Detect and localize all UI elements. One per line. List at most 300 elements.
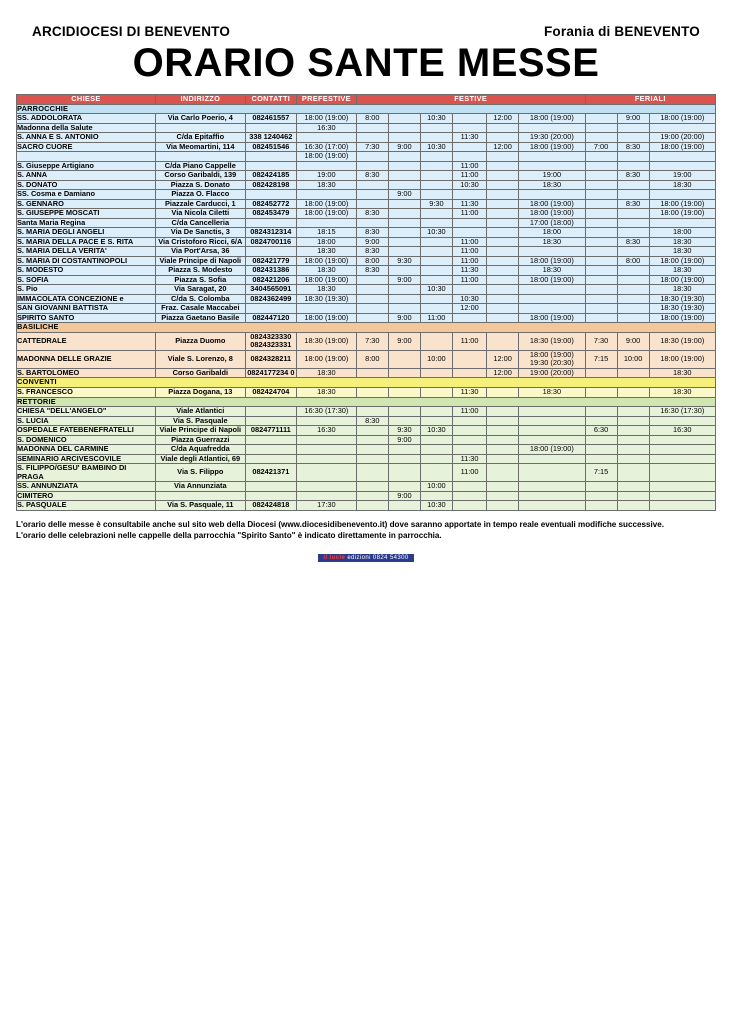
table-row [17,387,716,397]
mass-time-d1 [585,256,617,266]
mass-time-d2 [617,218,649,228]
mass-time-f5 [487,161,519,171]
mass-time-f4: 11:00 [452,332,486,350]
church-address: Via Port'Arsa, 36 [155,247,245,257]
church-address: Piazza S. Donato [155,180,245,190]
mass-time-f6 [519,464,585,482]
mass-time-f2: 9:00 [388,435,420,445]
church-name: S. FILIPPO/GESU' BAMBINO DI PRAGA [17,464,156,482]
church-address: Via S. Pasquale, 11 [155,501,245,511]
table-row [17,209,716,219]
mass-time-d3: 18:30 [649,285,715,295]
mass-time-d1 [585,285,617,295]
church-name: CHIESA "DELL'ANGELO" [17,407,156,417]
mass-time-f3 [420,387,452,397]
church-contact: 338 1240462 [245,133,296,143]
mass-time-f5 [487,464,519,482]
section-header-row [17,323,716,333]
mass-time-f6: 18:00 (19:00) [519,209,585,219]
mass-time-f2: 9:00 [388,491,420,501]
church-name: S. BARTOLOMEO [17,368,156,378]
mass-time-f1 [356,180,388,190]
mass-time-f1: 8:00 [356,350,388,368]
mass-time-f2 [388,161,420,171]
col-feriali: FERIALI [585,95,716,105]
mass-time-f2 [388,228,420,238]
mass-time-d3: 18:00 [649,228,715,238]
mass-time-d2 [617,445,649,455]
mass-time-f1 [356,275,388,285]
mass-time-f3: 10:30 [420,114,452,124]
mass-time-pre: 18:00 (19:00) [296,313,356,323]
church-contact: 082428198 [245,180,296,190]
mass-time-f4: 11:00 [452,171,486,181]
mass-time-f3 [420,454,452,464]
mass-time-d3: 18:30 (19:00) [649,332,715,350]
mass-time-f2 [388,266,420,276]
church-contact: 082424818 [245,501,296,511]
mass-time-f5 [487,190,519,200]
mass-time-f4: 11:00 [452,407,486,417]
mass-time-f4: 11:30 [452,266,486,276]
church-contact: 0824362499 [245,294,296,304]
church-address: Piazza O. Flacco [155,190,245,200]
mass-time-f6 [519,152,585,162]
mass-time-f4: 11:00 [452,256,486,266]
church-address: Via Annunziata [155,482,245,492]
mass-time-f3 [420,435,452,445]
church-name: SS. ADDOLORATA [17,114,156,124]
mass-time-f3 [420,266,452,276]
mass-time-f5 [487,491,519,501]
mass-time-f1 [356,152,388,162]
mass-time-d2 [617,152,649,162]
mass-time-f2 [388,218,420,228]
mass-time-f5 [487,304,519,314]
mass-time-d2 [617,435,649,445]
mass-time-pre [296,435,356,445]
church-contact: 082421779 [245,256,296,266]
mass-time-pre: 18:00 (19:00) [296,209,356,219]
mass-time-f6 [519,407,585,417]
mass-time-pre [296,190,356,200]
table-row [17,190,716,200]
mass-time-d1: 7:30 [585,332,617,350]
mass-time-f6 [519,426,585,436]
mass-time-pre: 18:00 (19:00) [296,256,356,266]
church-contact [245,190,296,200]
church-contact [245,445,296,455]
mass-time-pre: 18:00 (19:00) [296,114,356,124]
church-address: Via Carlo Poerio, 4 [155,114,245,124]
mass-time-d2 [617,313,649,323]
mass-time-d1 [585,209,617,219]
mass-time-f5 [487,171,519,181]
mass-time-d1: 7:15 [585,464,617,482]
church-name: S. MARIA DELLA PACE E S. RITA [17,237,156,247]
mass-time-f2 [388,133,420,143]
mass-time-f3: 9:30 [420,199,452,209]
mass-time-pre: 18:00 (19:00) [296,199,356,209]
mass-time-d2 [617,482,649,492]
footnote-line-2: L'orario delle celebrazioni nelle cappelle della parrocchia "Spirito Santo" è indicato direttamente in parrocchia. [16,531,442,541]
table-row [17,313,716,323]
mass-time-f4 [452,313,486,323]
church-address: Piazza Dogana, 13 [155,387,245,397]
mass-time-f5 [487,416,519,426]
church-name: S. FRANCESCO [17,387,156,397]
church-address: Fraz. Casale Maccabei [155,304,245,314]
mass-time-f2 [388,387,420,397]
mass-time-d3: 18:30 [649,237,715,247]
mass-time-f2: 9:30 [388,426,420,436]
document-header [16,14,716,39]
mass-time-f4: 12:00 [452,304,486,314]
mass-time-d3: 18:30 [649,180,715,190]
mass-time-f1 [356,501,388,511]
mass-time-f1 [356,285,388,295]
mass-time-f3 [420,368,452,378]
mass-time-f1 [356,482,388,492]
mass-time-f4 [452,285,486,295]
mass-time-pre: 18:30 [296,180,356,190]
mass-time-f1: 9:00 [356,237,388,247]
church-name: S. MODESTO [17,266,156,276]
mass-time-d2 [617,266,649,276]
church-name: S. ANNA E S. ANTONIO [17,133,156,143]
mass-time-f4: 11:00 [452,209,486,219]
mass-time-f1: 8:30 [356,247,388,257]
mass-time-d2 [617,285,649,295]
mass-time-f2 [388,247,420,257]
mass-time-d2 [617,491,649,501]
church-address: Via Nicola Ciletti [155,209,245,219]
section-header-row [17,397,716,407]
church-address: Via S. Pasquale [155,416,245,426]
mass-time-d3: 18:00 (19:00) [649,256,715,266]
table-row [17,304,716,314]
mass-time-f5 [487,228,519,238]
mass-time-f1: 8:00 [356,256,388,266]
mass-time-f3 [420,237,452,247]
mass-time-d1 [585,228,617,238]
mass-time-f5: 12:00 [487,142,519,152]
mass-time-d2 [617,180,649,190]
mass-time-pre: 18:00 (19:00) [296,275,356,285]
church-name: Santa Maria Regina [17,218,156,228]
mass-time-f6: 18:00 (19:00) [519,199,585,209]
mass-time-f5 [487,256,519,266]
mass-time-f1 [356,445,388,455]
mass-time-f1 [356,294,388,304]
section-header-row [17,378,716,388]
table-header-row [17,95,716,105]
mass-time-d3 [649,482,715,492]
mass-time-f2 [388,209,420,219]
mass-time-f5 [487,387,519,397]
church-name: SS. ANNUNZIATA [17,482,156,492]
church-contact: 0824312314 [245,228,296,238]
mass-time-f6: 18:00 (19:00) [519,114,585,124]
church-contact: 0824328211 [245,350,296,368]
mass-time-f6: 17:00 (18:00) [519,218,585,228]
church-address: Viale degli Atlantici, 69 [155,454,245,464]
church-contact: 082451546 [245,142,296,152]
church-contact [245,435,296,445]
mass-time-f4: 11:30 [452,133,486,143]
church-name: Madonna della Salute [17,123,156,133]
mass-time-f1 [356,123,388,133]
mass-time-d3: 16:30 (17:30) [649,407,715,417]
mass-time-d3: 19:00 (20:00) [649,133,715,143]
mass-time-f6: 18:30 [519,266,585,276]
mass-time-f1: 8:30 [356,266,388,276]
church-name: SAN GIOVANNI BATTISTA [17,304,156,314]
mass-time-f2 [388,454,420,464]
mass-time-d2 [617,247,649,257]
church-contact [245,454,296,464]
church-name: S. DOMENICO [17,435,156,445]
mass-time-f6: 18:30 [519,237,585,247]
mass-time-f3 [420,407,452,417]
mass-time-f5 [487,199,519,209]
mass-time-f2 [388,171,420,181]
mass-time-d3: 18:30 [649,368,715,378]
church-address: Piazza S. Modesto [155,266,245,276]
mass-time-f2 [388,285,420,295]
mass-time-f6: 18:30 [519,387,585,397]
mass-time-d3: 18:30 (19:30) [649,304,715,314]
mass-time-f2 [388,482,420,492]
mass-time-d1 [585,247,617,257]
mass-time-d2 [617,123,649,133]
mass-time-pre: 18:30 [296,247,356,257]
mass-time-f1 [356,426,388,436]
mass-time-d2 [617,464,649,482]
mass-time-f3: 10:30 [420,426,452,436]
mass-time-f3 [420,123,452,133]
church-address [155,152,245,162]
mass-time-f6 [519,491,585,501]
church-name: S. PASQUALE [17,501,156,511]
table-row [17,266,716,276]
mass-time-pre: 17:30 [296,501,356,511]
mass-time-d3 [649,190,715,200]
mass-time-f5 [487,133,519,143]
mass-time-d3 [649,454,715,464]
table-row [17,435,716,445]
church-contact: 0824177234 0 [247,367,295,377]
mass-time-f4 [452,501,486,511]
mass-time-f4: 11:00 [452,247,486,257]
mass-time-d2 [617,454,649,464]
mass-time-pre [296,482,356,492]
mass-time-f3 [420,332,452,350]
mass-time-d2: 9:00 [617,332,649,350]
mass-time-f4 [452,190,486,200]
mass-time-f2: 9:00 [388,313,420,323]
mass-time-pre: 18:00 [296,237,356,247]
mass-time-f5 [487,426,519,436]
mass-time-d1 [585,501,617,511]
mass-time-f1 [356,313,388,323]
mass-time-f3 [420,445,452,455]
mass-time-f6 [519,416,585,426]
church-name: MADONNA DELLE GRAZIE [17,350,156,368]
mass-time-pre: 18:30 (19:00) [296,332,356,350]
mass-time-f4 [452,218,486,228]
mass-time-f2 [388,304,420,314]
mass-time-pre: 18:00 (19:00) [296,152,356,162]
table-row [17,332,716,350]
section-label: PARROCCHIE [17,104,716,114]
mass-time-d2: 10:00 [617,350,649,368]
mass-time-d1 [585,199,617,209]
mass-time-f5 [487,294,519,304]
mass-time-d1 [585,407,617,417]
mass-time-f5 [487,180,519,190]
mass-time-d3 [649,435,715,445]
mass-time-d1 [585,445,617,455]
section-label: BASILICHE [17,323,716,333]
church-name: S. GENNARO [17,199,156,209]
mass-time-d3: 18:00 (19:00) [649,199,715,209]
mass-time-f4: 11:00 [452,237,486,247]
mass-time-f4 [452,142,486,152]
col-prefestive: PREFESTIVE [296,95,356,105]
mass-time-d2 [617,275,649,285]
mass-time-f2 [388,123,420,133]
mass-time-f5 [487,482,519,492]
church-name: IMMACOLATA CONCEZIONE e [17,294,156,304]
mass-time-f2 [388,501,420,511]
mass-time-f1 [356,133,388,143]
mass-time-f1 [356,190,388,200]
mass-time-d1: 7:00 [585,142,617,152]
mass-time-d2: 9:00 [617,114,649,124]
mass-time-f6 [519,454,585,464]
table-row [17,368,716,378]
mass-time-d3: 16:30 [649,426,715,436]
table-row [17,171,716,181]
mass-time-f5 [487,313,519,323]
mass-time-pre: 18:15 [296,228,356,238]
table-row [17,228,716,238]
mass-time-f2 [388,237,420,247]
church-address: Corso Garibaldi [155,368,245,378]
church-address: Via Cristoforo Ricci, 6/A [155,237,245,247]
church-name: S. Pio [17,285,156,295]
mass-time-d1 [585,387,617,397]
church-contact [245,407,296,417]
mass-time-f2 [388,407,420,417]
mass-time-pre [296,454,356,464]
church-contact: 082421371 [245,464,296,482]
mass-time-f6: 18:00 (19:00) [519,313,585,323]
mass-time-f2 [388,152,420,162]
mass-time-f2 [388,350,420,368]
publisher-sub: edizioni 0824 54300 [347,555,409,562]
mass-time-d1 [585,435,617,445]
mass-time-f6: 18:30 [519,180,585,190]
mass-time-f4: 11:00 [452,464,486,482]
table-row [17,133,716,143]
mass-time-d1 [585,152,617,162]
col-indirizzo: INDIRIZZO [155,95,245,105]
publisher-logo [16,546,716,564]
church-address: Viale Atlantici [155,407,245,417]
mass-time-f6: 18:00 [519,228,585,238]
mass-time-f1 [356,464,388,482]
church-contact: 082424185 [245,171,296,181]
mass-time-pre: 18:30 (19:30) [296,294,356,304]
mass-time-d2: 8:30 [617,142,649,152]
mass-time-d1 [585,114,617,124]
mass-time-f3: 10:30 [420,142,452,152]
publisher-name: il lucIe [323,555,346,562]
mass-time-f3 [420,152,452,162]
mass-time-f3 [420,161,452,171]
mass-time-f5 [487,454,519,464]
church-name: S. ANNA [17,171,156,181]
mass-time-f2: 9:00 [388,332,420,350]
mass-time-f5 [487,266,519,276]
table-row [17,482,716,492]
mass-time-f3 [420,294,452,304]
mass-time-f6 [519,482,585,492]
mass-time-f6 [519,247,585,257]
mass-time-d1 [585,123,617,133]
church-address: Piazza Guerrazzi [155,435,245,445]
mass-time-f1 [356,491,388,501]
mass-time-f2 [388,445,420,455]
mass-time-f3: 10:30 [420,228,452,238]
section-label: CONVENTI [17,378,716,388]
church-name: CIMITERO [17,491,156,501]
mass-time-f6: 18:00 (19:00) [519,275,585,285]
mass-time-pre: 18:30 [296,266,356,276]
church-address: Via Saragat, 20 [155,285,245,295]
mass-time-d1 [585,218,617,228]
church-name: S. MARIA DELLA VERITA' [17,247,156,257]
mass-time-f1 [356,407,388,417]
mass-time-f6: 18:00 (19:00) [519,142,585,152]
mass-time-f6 [519,501,585,511]
mass-time-f1: 7:30 [356,142,388,152]
mass-time-d2: 8:30 [617,171,649,181]
mass-time-d2 [617,368,649,378]
church-name: S. MARIA DI COSTANTINOPOLI [17,256,156,266]
mass-time-f6: 18:00 (19:00) [519,256,585,266]
mass-time-f3: 10:00 [420,482,452,492]
mass-time-f4 [452,416,486,426]
mass-time-d2 [617,304,649,314]
mass-time-d3 [649,491,715,501]
table-row [17,114,716,124]
table-row [17,445,716,455]
mass-time-d1 [585,275,617,285]
mass-time-f6 [519,304,585,314]
mass-time-f2 [388,294,420,304]
church-contact: 0824323330 0824323331 [245,332,296,350]
mass-time-f3 [420,247,452,257]
mass-time-d3 [649,464,715,482]
table-row [17,152,716,162]
church-address: Corso Garibaldi, 139 [155,171,245,181]
mass-time-d2 [617,209,649,219]
church-name: SACRO CUORE [17,142,156,152]
col-chiese: CHIESE [17,95,156,105]
